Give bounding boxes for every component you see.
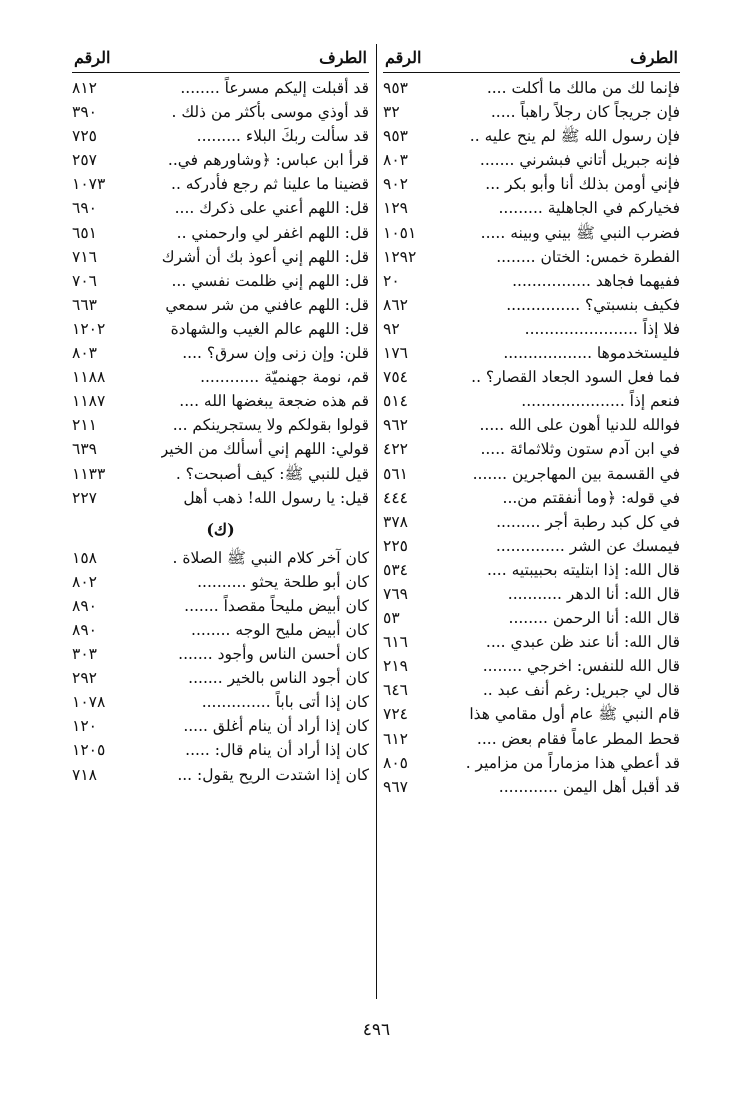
- index-entry: [72, 486, 369, 510]
- entry-text: قال الله للنفس: اخرجي ........: [482, 657, 680, 676]
- entry-text: فإن جريجاً كان رجلاً راهباً .....: [490, 103, 680, 122]
- entry-number: ٥٦١: [383, 464, 408, 483]
- left-column: [72, 48, 369, 784]
- section-heading-kaf: (ك): [206, 519, 235, 539]
- entry-text: قولوا بقولكم ولا يستجرينكم ...: [172, 416, 369, 435]
- left-column-header: [72, 48, 369, 72]
- entry-number: ٩٠٢: [383, 175, 408, 194]
- index-entry: [383, 678, 680, 702]
- index-entry: [72, 148, 369, 172]
- index-entry: [383, 751, 680, 775]
- index-entry: [72, 172, 369, 196]
- index-entry: [383, 148, 680, 172]
- index-entry: [383, 76, 680, 100]
- entry-text: قرأ ابن عباس: ﴿وشاورهم في..: [167, 151, 369, 170]
- entry-text: قل: اللهم عالم الغيب والشهادة: [170, 319, 369, 338]
- entry-text: فإن رسول الله ﷺ لم ينح عليه ..: [469, 127, 680, 146]
- entry-number: ٢١١: [72, 416, 97, 435]
- entry-number: ١٥٨: [72, 548, 97, 567]
- number-header: الرقم: [385, 48, 422, 67]
- index-entry: [72, 714, 369, 738]
- entry-text: فليستخدموها ..................: [503, 344, 680, 363]
- right-entries: [383, 76, 680, 799]
- entry-number: ٦٥١: [72, 223, 97, 242]
- entry-text: كان أبيض مليح الوجه ........: [191, 620, 369, 639]
- index-entry: [72, 317, 369, 341]
- entry-text: فيمسك عن الشر ..............: [495, 536, 680, 555]
- entry-text: كان إذا أراد أن ينام قال: .....: [185, 741, 369, 760]
- entry-text: في كل كبد رطبة أجر .........: [496, 512, 680, 531]
- entry-text: كان أبيض مليحاً مقصداً .......: [184, 596, 369, 615]
- index-entry: [72, 269, 369, 293]
- index-entry: [72, 76, 369, 100]
- index-entry: [383, 606, 680, 630]
- entry-number: ٢١٩: [383, 657, 408, 676]
- entry-text: قل: اللهم إني أعوذ بك أن أشرك: [161, 247, 369, 266]
- index-entry: [383, 727, 680, 751]
- entry-text: قضينا ما علينا ثم رجع فأدركه ..: [171, 175, 369, 194]
- entry-text: كان أجود الناس بالخير .......: [188, 669, 369, 688]
- entry-number: ١٢٩٢: [383, 247, 417, 266]
- index-entry: [72, 221, 369, 245]
- entry-number: ٧١٨: [72, 765, 97, 784]
- entry-text: قال الله: إذا ابتليته بحبيبتيه ....: [486, 560, 680, 579]
- index-entry: [72, 642, 369, 666]
- entry-text: قام النبي ﷺ عام أول مقامي هذا: [469, 705, 680, 724]
- entry-text: كان إذا أراد أن ينام أغلق .....: [183, 717, 369, 736]
- entry-number: ٣٩٠: [72, 103, 97, 122]
- entry-number: ٢٠: [383, 271, 400, 290]
- entry-text: كان إذا اشتدت الريح يقول: ...: [177, 765, 369, 784]
- entry-number: ٨٠٥: [383, 753, 408, 772]
- entry-text: كان إذا أتى باباً ..............: [201, 693, 369, 712]
- entry-text: فضرب النبي ﷺ بيني وبينه .....: [480, 223, 680, 242]
- index-entry: [383, 172, 680, 196]
- entry-number: ٢٩٢: [72, 669, 97, 688]
- entry-text: قال الله: أنا الرحمن ........: [508, 609, 680, 628]
- index-entry: [72, 293, 369, 317]
- entry-text: قد أوذي موسى بأكثر من ذلك .: [171, 103, 369, 122]
- entry-text: فإني أومن بذلك أنا وأبو بكر ...: [485, 175, 680, 194]
- entry-number: ٨٠٣: [72, 344, 97, 363]
- index-entry: [383, 365, 680, 389]
- index-entry: [383, 534, 680, 558]
- entry-text: الفطرة خمس: الختان ........: [496, 247, 680, 266]
- entry-text: كان أبو طلحة يحثو ..........: [197, 572, 369, 591]
- entry-number: ١٠٧٣: [72, 175, 106, 194]
- entry-number: ٧٢٤: [383, 705, 408, 724]
- entry-number: ٣٠٣: [72, 645, 97, 664]
- right-column-header: [383, 48, 680, 72]
- index-entry: [383, 341, 680, 365]
- entry-number: ٩٦٢: [383, 416, 408, 435]
- index-entry: [72, 124, 369, 148]
- entry-text: فخياركم في الجاهلية .........: [498, 199, 680, 218]
- entry-number: ٦١٦: [383, 633, 408, 652]
- index-entry: [383, 413, 680, 437]
- entry-number: ١٢٩: [383, 199, 408, 218]
- entry-text: فوالله للدنيا أهون على الله .....: [479, 416, 680, 435]
- index-entry: [72, 690, 369, 714]
- entry-number: ١٧٦: [383, 344, 408, 363]
- column-divider: [376, 44, 377, 999]
- index-entry: [383, 196, 680, 220]
- index-entry: [72, 594, 369, 618]
- index-entry: [383, 317, 680, 341]
- index-entry: [383, 293, 680, 317]
- index-entry: [383, 100, 680, 124]
- entry-text: قل: اللهم عافني من شر سمعي: [165, 295, 369, 314]
- entry-text: قم هذه ضجعة يبغضها الله ....: [179, 392, 369, 411]
- entry-number: ١٠٥١: [383, 223, 417, 242]
- entry-text: قيل للنبي ﷺ: كيف أصبحت؟ .: [175, 464, 369, 483]
- entry-number: ١١٨٨: [72, 368, 106, 387]
- right-column: [383, 48, 680, 796]
- index-entry: [72, 413, 369, 437]
- entry-number: ٩٢: [383, 319, 400, 338]
- index-entry: [383, 437, 680, 461]
- index-entry: [72, 763, 369, 787]
- entry-text: في القسمة بين المهاجرين .......: [472, 464, 680, 483]
- entry-text: قد أقبلت إليكم مسرعاً ........: [180, 79, 369, 97]
- index-entry: [72, 245, 369, 269]
- entry-text: كان أحسن الناس وأجود .......: [178, 645, 369, 664]
- entry-number: ١٠٧٨: [72, 693, 106, 712]
- entry-number: ٢٢٧: [72, 488, 97, 507]
- index-entry: [72, 666, 369, 690]
- index-entry: [383, 775, 680, 799]
- term-header: الطرف: [630, 48, 678, 67]
- index-entry: [72, 437, 369, 461]
- entry-number: ١٢٠٥: [72, 741, 106, 760]
- entry-number: ١١٨٧: [72, 392, 106, 411]
- entry-number: ٣٢: [383, 103, 400, 122]
- entry-number: ١٢٠: [72, 717, 97, 736]
- entry-text: فما فعل السود الجعاد القصار؟ ..: [471, 368, 680, 387]
- index-entry: [383, 630, 680, 654]
- entry-number: ٤٢٢: [383, 440, 408, 459]
- entry-text: فإنه جبريل أتاني فبشرني .......: [479, 151, 680, 170]
- entry-number: ٩٥٣: [383, 79, 408, 97]
- number-header: الرقم: [74, 48, 111, 67]
- index-entry: [72, 618, 369, 642]
- entry-text: قد أقبل أهل اليمن ............: [498, 777, 680, 796]
- index-entry: [72, 365, 369, 389]
- entry-text: قولي: اللهم إني أسألك من الخير: [160, 440, 369, 459]
- index-entry: [72, 100, 369, 124]
- entry-number: ٧٦٩: [383, 584, 408, 603]
- entry-number: ٦٣٩: [72, 440, 97, 459]
- index-entry: [383, 582, 680, 606]
- index-entry: [383, 486, 680, 510]
- index-entry: [72, 462, 369, 486]
- entry-text: قال الله: أنا الدهر ...........: [507, 584, 680, 603]
- entry-number: ١٢٠٢: [72, 319, 106, 338]
- entry-text: قل: اللهم اغفر لي وارحمني ..: [176, 223, 369, 242]
- entry-text: قل: اللهم إني ظلمت نفسي ...: [171, 271, 369, 290]
- entry-text: قحط المطر عاماً فقام بعض ....: [476, 729, 680, 748]
- entry-text: في ابن آدم ستون وثلاثمائة .....: [480, 440, 680, 459]
- index-entry: [383, 558, 680, 582]
- left-entries: [72, 76, 369, 787]
- entry-number: ٦١٢: [383, 729, 408, 748]
- entry-text: في قوله: ﴿وما أنفقتم من...: [502, 488, 680, 507]
- entry-text: قال لي جبريل: رغم أنف عبد ..: [482, 681, 680, 700]
- entry-text: قلن: وإن زنى وإن سرق؟ ....: [182, 344, 369, 363]
- entry-number: ٥٣: [383, 609, 400, 628]
- index-entry: [383, 389, 680, 413]
- entry-text: قد سألت ربكَ البلاء .........: [196, 127, 369, 146]
- entry-text: قل: اللهم أعني على ذكرك ....: [174, 199, 369, 218]
- entry-number: ٣٧٨: [383, 512, 408, 531]
- index-entry: [72, 389, 369, 413]
- entry-text: قد أعطي هذا مزماراً من مزامير .: [465, 753, 680, 772]
- entry-number: ٦٤٦: [383, 681, 408, 700]
- index-entry: [72, 570, 369, 594]
- index-entry: [72, 738, 369, 762]
- entry-text: ففيهما فجاهد ................: [512, 271, 680, 290]
- entry-number: ٧٢٥: [72, 127, 97, 146]
- entry-text: فكيف بنسبتي؟ ...............: [506, 295, 680, 314]
- entry-number: ٥١٤: [383, 392, 408, 411]
- entry-number: ٧٥٤: [383, 368, 408, 387]
- entry-number: ٦٩٠: [72, 199, 97, 218]
- entry-number: ٩٥٣: [383, 127, 408, 146]
- entry-number: ٨٩٠: [72, 596, 97, 615]
- index-entry: [383, 124, 680, 148]
- entry-number: ٨٠٢: [72, 572, 97, 591]
- index-entry: [383, 702, 680, 726]
- index-entry: [72, 546, 369, 570]
- entry-text: قيل: يا رسول الله! ذهب أهل: [183, 488, 369, 507]
- entry-number: ٨٩٠: [72, 620, 97, 639]
- index-entry: [72, 196, 369, 220]
- entry-number: ٨١٢: [72, 79, 97, 97]
- entry-number: ٧٠٦: [72, 271, 97, 290]
- index-entry: [383, 221, 680, 245]
- index-entry: [72, 341, 369, 365]
- entry-number: ٢٥٧: [72, 151, 97, 170]
- index-entry: [383, 462, 680, 486]
- entry-number: ٥٣٤: [383, 560, 408, 579]
- entry-number: ٢٢٥: [383, 536, 408, 555]
- entry-number: ٧١٦: [72, 247, 97, 266]
- entry-text: فإنما لك من مالك ما أكلت ....: [486, 79, 680, 97]
- index-entry: [383, 245, 680, 269]
- entry-text: قم، نومة جهنميّة ............: [200, 368, 369, 387]
- index-entry: [383, 269, 680, 293]
- entry-number: ٨٠٣: [383, 151, 408, 170]
- entry-text: قال الله: أنا عند ظن عبدي ....: [485, 633, 680, 652]
- entry-number: ٦٦٣: [72, 295, 97, 314]
- entry-number: ٩٦٧: [383, 777, 408, 796]
- index-entry: [383, 510, 680, 534]
- entry-text: فنعم إذاً .....................: [521, 392, 680, 411]
- entry-number: ٨٦٢: [383, 295, 408, 314]
- entry-number: ١١٣٣: [72, 464, 106, 483]
- page-number: ٤٩٦: [362, 1020, 391, 1040]
- term-header: الطرف: [319, 48, 367, 67]
- entry-number: ٤٤٤: [383, 488, 408, 507]
- index-entry: [383, 654, 680, 678]
- entry-text: فلا إذاً .......................: [524, 319, 680, 338]
- entry-text: كان آخر كلام النبي ﷺ الصلاة .: [172, 548, 369, 567]
